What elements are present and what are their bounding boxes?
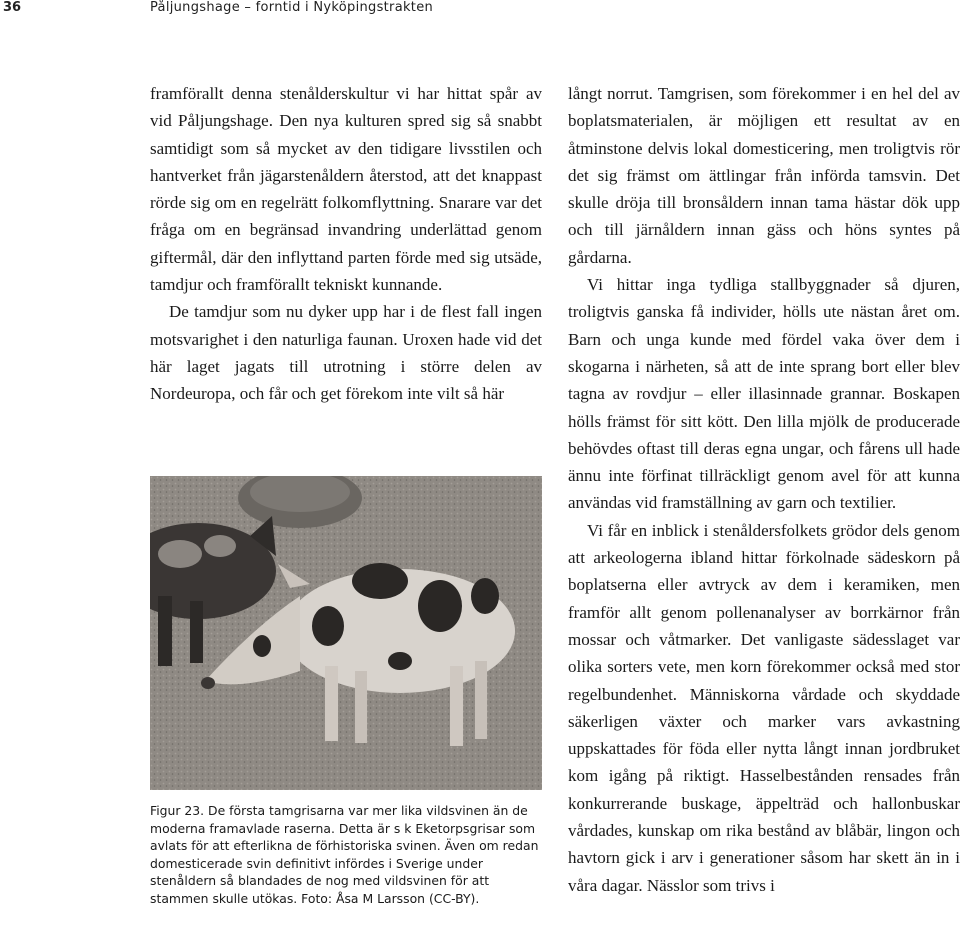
pig-photo-illustration xyxy=(150,476,542,790)
left-text-column xyxy=(150,80,542,408)
left-paragraph-1: framförallt denna stenålderskultur vi har hittat spår av vid Påljungshage. Den nya kulturen spred sig så snabbt samtidigt som så mycket av den tidigare livsstilen och hantverket från jägarstenåldern återstod, att det knappast rörde sig om en regelrätt folkomflyttning. Snarare var det fråga om en begränsad invandring underlättad genom giftermål, där den inflyttand parten förde med sig utsäde, tamdjur och framförallt tekniskt kunnande. xyxy=(150,84,542,295)
right-text-column xyxy=(568,80,960,899)
running-title: Påljungshage – forntid i Nyköpingstrakten xyxy=(150,0,434,15)
figure-caption xyxy=(150,802,542,907)
figure-caption-text: Figur 23. De första tamgrisarna var mer lika vildsvinen än de moderna framavlade raserna. Detta är s k Eketorpsgrisar som avlats för att efterlikna de förhistoriska svinen. Även om redan domesticerade svin definitivt infördes i Sverige under stenåldern så blandades de nog med vildsvinen för att stammen skulle utökas. Foto: Åsa M Larsson (CC-BY). xyxy=(150,803,539,906)
right-paragraph-3: Vi får en inblick i stenåldersfolkets grödor dels genom att arkeologerna ibland hittar förkolnade sädeskorn på boplatserna eller avtryck av dem i keramiken, men framför allt genom pollenanalyser av borrkärnor från mossar och våtmarker. Det vanligaste sädesslaget var olika sorters vete, men korn förekommer också med stor regelbundenhet. Människorna vårdade och skyddade säkerligen växter och marker vars avkastning uppskattades för föda eller nytta långt innan jordbruket kom igång på riktigt. Hasselbestånden rensades från konkurrerande buskage, äppelträd och hallonbuskar vårdades, kunskap om rika bestånd av blåbär, lingon och havtorn gick i arv i generationer såsom har skett än in i våra dagar. Nässlor som trivs i xyxy=(568,520,960,895)
right-paragraph-1: långt norrut. Tamgrisen, som förekommer i en hel del av boplatsmaterialen, är möjligen ett resultat av en åtminstone delvis lokal domesticering, men troligtvis rör det sig främst om ättlingar från införda tamsvin. Det skulle dröja till bronsåldern innan tama hästar dök upp och till järnåldern innan gäss och höns syntes på gårdarna. xyxy=(568,84,960,267)
page-number: 36 xyxy=(3,0,22,15)
page-header xyxy=(0,0,960,18)
left-paragraph-2: De tamdjur som nu dyker upp har i de flest fall ingen motsvarighet i den naturliga faunan. Uroxen hade vid det här laget jagats till utrotning i större delen av Nordeuropa, och får och get förekom inte vilt så här xyxy=(150,302,542,404)
pig-photo xyxy=(150,476,542,790)
right-paragraph-2: Vi hittar inga tydliga stallbyggnader så djuren, troligtvis ganska få individer, hölls ute nästan året om. Barn och unga kunde med fördel vaka över dem i skogarna i närheten, så att de inte sprang bort eller blev tagna av rovdjur – eller illasinnade grannar. Boskapen hölls främst för sitt kött. Den lilla mjölk de producerade behövdes oftast till deras egna ungar, och fårens ull hade ännu inte förfinat tillräckligt genom avel för att kunna användas vid framställning av garn och textilier. xyxy=(568,275,960,513)
